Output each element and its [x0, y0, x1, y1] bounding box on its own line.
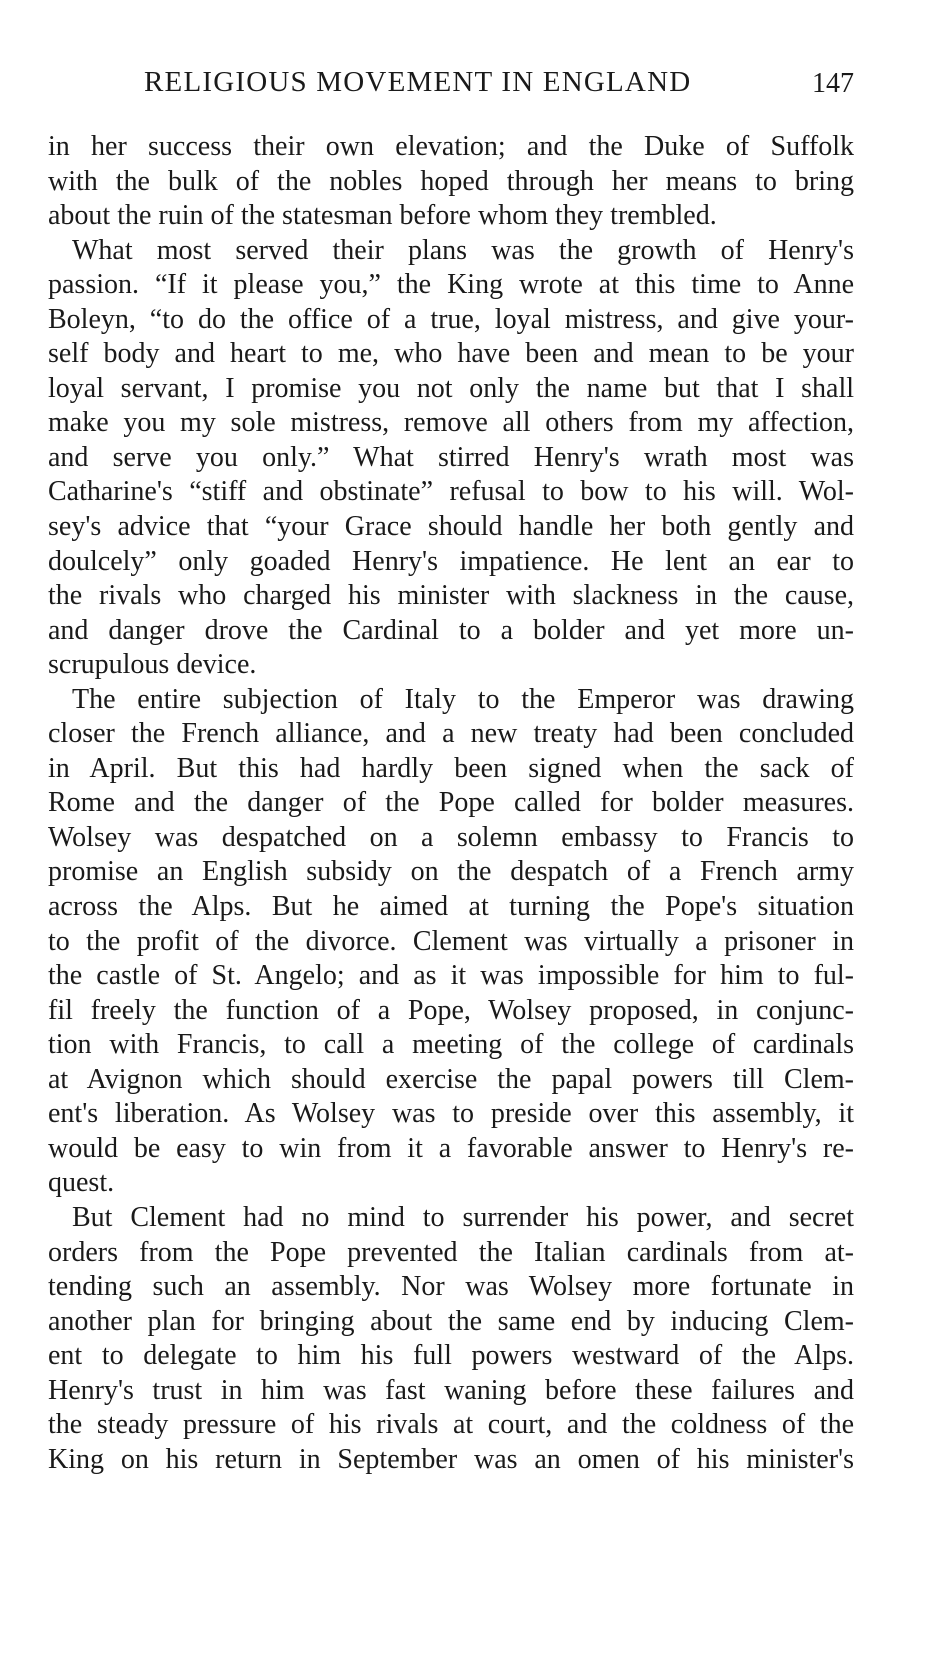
page-number: 147 [812, 68, 854, 99]
text-line: and danger drove the Cardinal to a bolder and yet more un- [48, 614, 854, 646]
text-line: and serve you only.” What stirred Henry's wrath most was [48, 441, 854, 473]
text-line: loyal servant, I promise you not only the name but that I shall [48, 372, 854, 404]
text-line: Boleyn, “to do the office of a true, loyal mistress, and give your- [48, 303, 854, 335]
text-line: Rome and the danger of the Pope called for bolder measures. [48, 787, 854, 819]
text-line: King on his return in September was an omen of his minister's [48, 1443, 854, 1475]
text-line: the rivals who charged his minister with slackness in the cause, [48, 580, 854, 612]
text-line: fil freely the function of a Pope, Wolsey proposed, in conjunc- [48, 994, 854, 1026]
text-line: would be easy to win from it a favorable answer to Henry's re- [48, 1132, 854, 1164]
text-line: Wolsey was despatched on a solemn embassy to Francis to [48, 821, 854, 853]
running-header [48, 66, 854, 106]
text-line: with the bulk of the nobles hoped through her means to bring [48, 165, 854, 197]
text-line: quest. [48, 1167, 115, 1199]
text-line: at Avignon which should exercise the papal powers till Clem- [48, 1063, 854, 1095]
text-line: passion. “If it please you,” the King wrote at this time to Anne [48, 269, 854, 301]
text-line: Catharine's “stiff and obstinate” refusal to bow to his will. Wol- [48, 476, 854, 508]
text-line: to the profit of the divorce. Clement was virtually a prisoner in [48, 925, 854, 957]
text-line: The entire subjection of Italy to the Emperor was drawing [72, 683, 854, 715]
text-line: tion with Francis, to call a meeting of the college of cardinals [48, 1029, 854, 1061]
text-line: self body and heart to me, who have been and mean to be your [48, 338, 854, 370]
text-line: tending such an assembly. Nor was Wolsey more fortunate in [48, 1271, 854, 1303]
body-text [48, 130, 854, 1477]
text-line: promise an English subsidy on the despatch of a French army [48, 856, 854, 888]
text-line: What most served their plans was the growth of Henry's [72, 234, 854, 266]
running-title: RELIGIOUS MOVEMENT IN ENGLAND [144, 66, 692, 98]
text-line: But Clement had no mind to surrender his power, and secret [72, 1201, 854, 1233]
text-line: make you my sole mistress, remove all others from my affection, [48, 407, 854, 439]
text-line: scrupulous device. [48, 649, 257, 681]
text-line: in April. But this had hardly been signed when the sack of [48, 752, 854, 784]
text-line: ent's liberation. As Wolsey was to preside over this assembly, it [48, 1098, 854, 1130]
text-line: the castle of St. Angelo; and as it was impossible for him to ful- [48, 960, 854, 992]
text-line: Henry's trust in him was fast waning before these failures and [48, 1374, 854, 1406]
text-line: ent to delegate to him his full powers westward of the Alps. [48, 1340, 854, 1372]
text-line: another plan for bringing about the same end by inducing Clem- [48, 1305, 854, 1337]
text-line: about the ruin of the statesman before whom they trembled. [48, 200, 717, 232]
text-line: the steady pressure of his rivals at court, and the coldness of the [48, 1409, 854, 1441]
text-line: across the Alps. But he aimed at turning the Pope's situation [48, 891, 854, 923]
text-line: orders from the Pope prevented the Italian cardinals from at- [48, 1236, 854, 1268]
text-line: closer the French alliance, and a new treaty had been concluded [48, 718, 854, 750]
text-line: in her success their own elevation; and the Duke of Suffolk [48, 131, 854, 162]
text-line: sey's advice that “your Grace should handle her both gently and [48, 511, 854, 543]
text-line: doulcely” only goaded Henry's impatience. He lent an ear to [48, 545, 854, 577]
